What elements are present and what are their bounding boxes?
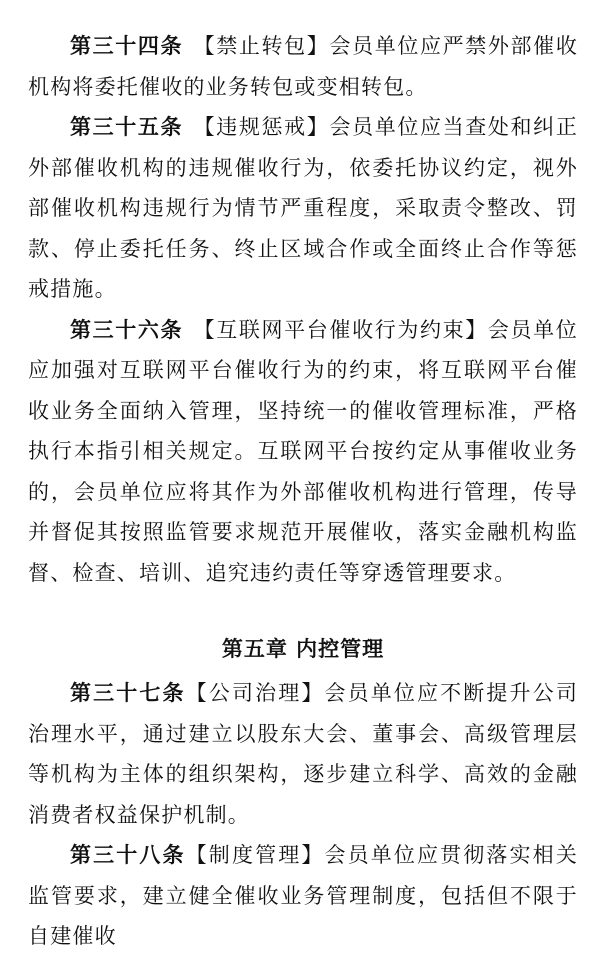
article-title: 【互联网平台催收行为约束】 [193, 317, 488, 342]
article-number: 第三十六条 [70, 317, 184, 342]
article-text: 会员单位应严禁外部催收机构将委托催收的业务转包或变相转包。 [28, 34, 579, 99]
article-35 [28, 107, 578, 310]
article-text: 会员单位应加强对互联网平台催收行为的约束，将互联网平台催收业务全面纳入管理，坚持统一的催收管理标准，严格执行本指引相关规定。互联网平台按约定从事催收业务的，会员单位应将其作为外部催收机构进行管理，传导并督促其按照监管要求规范开展催收，落实金融机构监督、检查、培训、追究违约责任等穿透管理要求。 [28, 317, 578, 585]
article-36 [28, 310, 578, 594]
article-number: 第三十八条 [70, 843, 186, 867]
article-number: 第三十七条 [70, 681, 186, 705]
article-title: 【违规惩戒】 [193, 115, 330, 139]
article-number: 第三十四条 [70, 34, 184, 58]
article-34 [28, 26, 578, 107]
document-page [28, 26, 578, 957]
article-number: 第三十五条 [70, 115, 184, 139]
article-text: 会员单位应不断提升公司治理水平，通过建立以股东大会、董事会、高级管理层等机构为主体的组织架构，逐步建立科学、高效的金融消费者权益保护机制。 [28, 681, 579, 827]
article-title: 【制度管理】 [185, 843, 325, 867]
article-text: 会员单位应当查处和纠正外部催收机构的违规催收行为，依委托协议约定，视外部催收机构违规行为情节严重程度，采取责令整改、罚款、停止委托任务、终止区域合作或全面终止合作等惩戒措施。 [28, 115, 579, 301]
article-title: 【禁止转包】 [193, 34, 330, 58]
chapter-heading: 第五章 内控管理 [221, 637, 385, 661]
article-title: 【公司治理】 [185, 681, 325, 705]
article-38 [28, 835, 578, 957]
article-text: 会员单位应贯彻落实相关监管要求，建立健全催收业务管理制度，包括但不限于自建催收 [28, 843, 579, 948]
article-37 [28, 673, 578, 835]
